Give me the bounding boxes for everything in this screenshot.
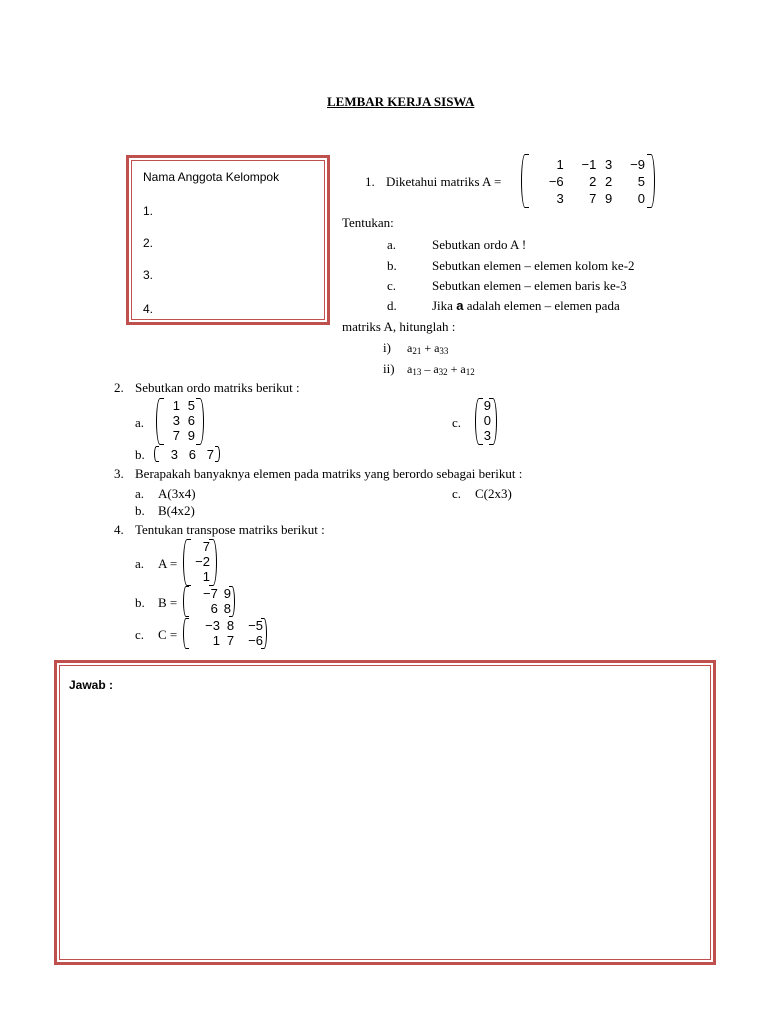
q3-c-text: C(2x3) [475, 486, 512, 501]
q4-matrix-c-cell: 1 [212, 633, 220, 648]
q2-matrix-a-cell: 3 [172, 413, 180, 428]
q1-sub-a-text: Sebutkan ordo A ! [432, 237, 527, 252]
q2-matrix-b-cell: 6 [188, 447, 196, 462]
matrix-A-cell: 5 [637, 174, 645, 189]
matrix-A-cell: 7 [589, 191, 597, 206]
tentukan-label: Tentukan: [342, 215, 394, 230]
q1-i-expr: $a_{21} + a_{33}$ [407, 341, 449, 356]
q4-matrix-c-cell: 8 [226, 618, 235, 633]
q4-matrix-c [183, 618, 267, 649]
q2-matrix-a-cell: 6 [187, 413, 195, 428]
q2-matrix-c-cell: 0 [483, 413, 491, 428]
q3-text: Berapakah banyaknya elemen pada matriks yang berordo sebagai berikut : [135, 466, 523, 481]
group-member-1[interactable]: 1. [143, 204, 154, 218]
q2-matrix-b [154, 446, 220, 462]
matrix-A-cell: 2 [589, 174, 597, 189]
matrix-A [521, 154, 655, 208]
answer-label: Jawab : [69, 678, 114, 692]
q2-text: Sebutkan ordo matriks berikut : [135, 380, 300, 395]
q2-a-label: a. [135, 415, 145, 430]
matrix-A-cell: 0 [637, 191, 645, 206]
q4-matrix-c-cell: −5 [248, 618, 263, 633]
q1-text: Diketahui matriks A = [386, 174, 502, 189]
q2-matrix-a [156, 398, 204, 445]
q4-matrix-a-cell: 7 [202, 539, 210, 554]
q1-i-label: i) [383, 340, 391, 355]
matrix-A-cell: −6 [548, 174, 564, 189]
q1-sub-d-label: d. [387, 298, 397, 313]
q4-matrix-b-cell: 9 [223, 586, 231, 601]
q4-matrix-c-cell: 7 [226, 633, 235, 648]
q1-ii-label: ii) [383, 361, 395, 376]
q2-matrix-a-cell: 9 [187, 428, 195, 443]
page-title: LEMBAR KERJA SISWA [327, 94, 475, 109]
q2-matrix-b-cell: 3 [170, 447, 178, 462]
q2-matrix-c-cell: 3 [483, 428, 491, 443]
matrix-A-cell: 3 [556, 191, 564, 206]
q3-a-label: a. [135, 486, 145, 501]
q2-matrix-c-cell: 9 [483, 398, 491, 413]
q1-sub-c-label: c. [387, 278, 397, 293]
q4-c-name: C = [158, 627, 178, 642]
q2-matrix-c [475, 398, 497, 445]
q1-sub-b-label: b. [387, 258, 397, 273]
q4-matrix-c-cell: −6 [248, 633, 263, 648]
q1-sub-a-label: a. [387, 237, 397, 252]
q4-b-label: b. [135, 595, 145, 610]
q4-b-name: B = [158, 595, 178, 610]
matrix-A-cell: −9 [630, 157, 645, 172]
q2-matrix-b-cell: 7 [206, 447, 214, 462]
q1-number: 1. [365, 174, 375, 189]
q4-matrix-a-cell: 1 [202, 569, 210, 584]
q4-matrix-a-cell: −2 [195, 554, 210, 569]
matrix-A-cell: 9 [605, 191, 613, 206]
q2-c-label: c. [452, 415, 462, 430]
matrix-A-cell: 2 [605, 174, 613, 189]
q3-c-label: c. [452, 486, 462, 501]
q2-matrix-a-cell: 1 [172, 398, 180, 413]
q4-matrix-b-cell: 8 [223, 601, 231, 616]
q4-a-name: A = [158, 556, 178, 571]
matrix-A-cell: 1 [556, 157, 564, 172]
group-member-2[interactable]: 2. [143, 236, 154, 250]
q2-matrix-a-cell: 5 [187, 398, 195, 413]
group-member-4[interactable]: 4. [143, 302, 154, 316]
q4-a-label: a. [135, 556, 145, 571]
answer-box[interactable] [54, 660, 716, 965]
q3-a-text: A(3x4) [158, 486, 196, 501]
q4-number: 4. [114, 522, 124, 537]
q1-continuation: matriks A, hitunglah : [342, 319, 456, 334]
q3-b-text: B(4x2) [158, 503, 195, 518]
q4-matrix-b-cell: −7 [203, 586, 218, 601]
q2-number: 2. [114, 380, 124, 395]
matrix-A-cell: 3 [605, 157, 613, 172]
q2-matrix-a-cell: 7 [172, 428, 180, 443]
q4-c-label: c. [135, 627, 145, 642]
q4-matrix-b-cell: 6 [210, 601, 218, 616]
group-members-box [126, 155, 330, 325]
q4-matrix-c-cell: −3 [205, 618, 220, 633]
q4-text: Tentukan transpose matriks berikut : [135, 522, 325, 537]
matrix-A-cell: −1 [581, 157, 597, 172]
q3-b-label: b. [135, 503, 145, 518]
group-members-heading: Nama Anggota Kelompok [143, 170, 280, 184]
group-member-3[interactable]: 3. [143, 268, 154, 282]
q3-number: 3. [114, 466, 124, 481]
q1-sub-b-text: Sebutkan elemen – elemen kolom ke-2 [432, 258, 635, 273]
q2-b-label: b. [135, 447, 145, 462]
q1-sub-c-text: Sebutkan elemen – elemen baris ke-3 [432, 278, 627, 293]
q1-sub-d-text: Jika a adalah elemen – elemen pada [432, 298, 620, 313]
q1-ii-expr: $a_{13} - a_{32} + a_{12}$ [407, 362, 475, 377]
q4-matrix-a [183, 539, 217, 586]
q4-matrix-b [183, 586, 235, 617]
